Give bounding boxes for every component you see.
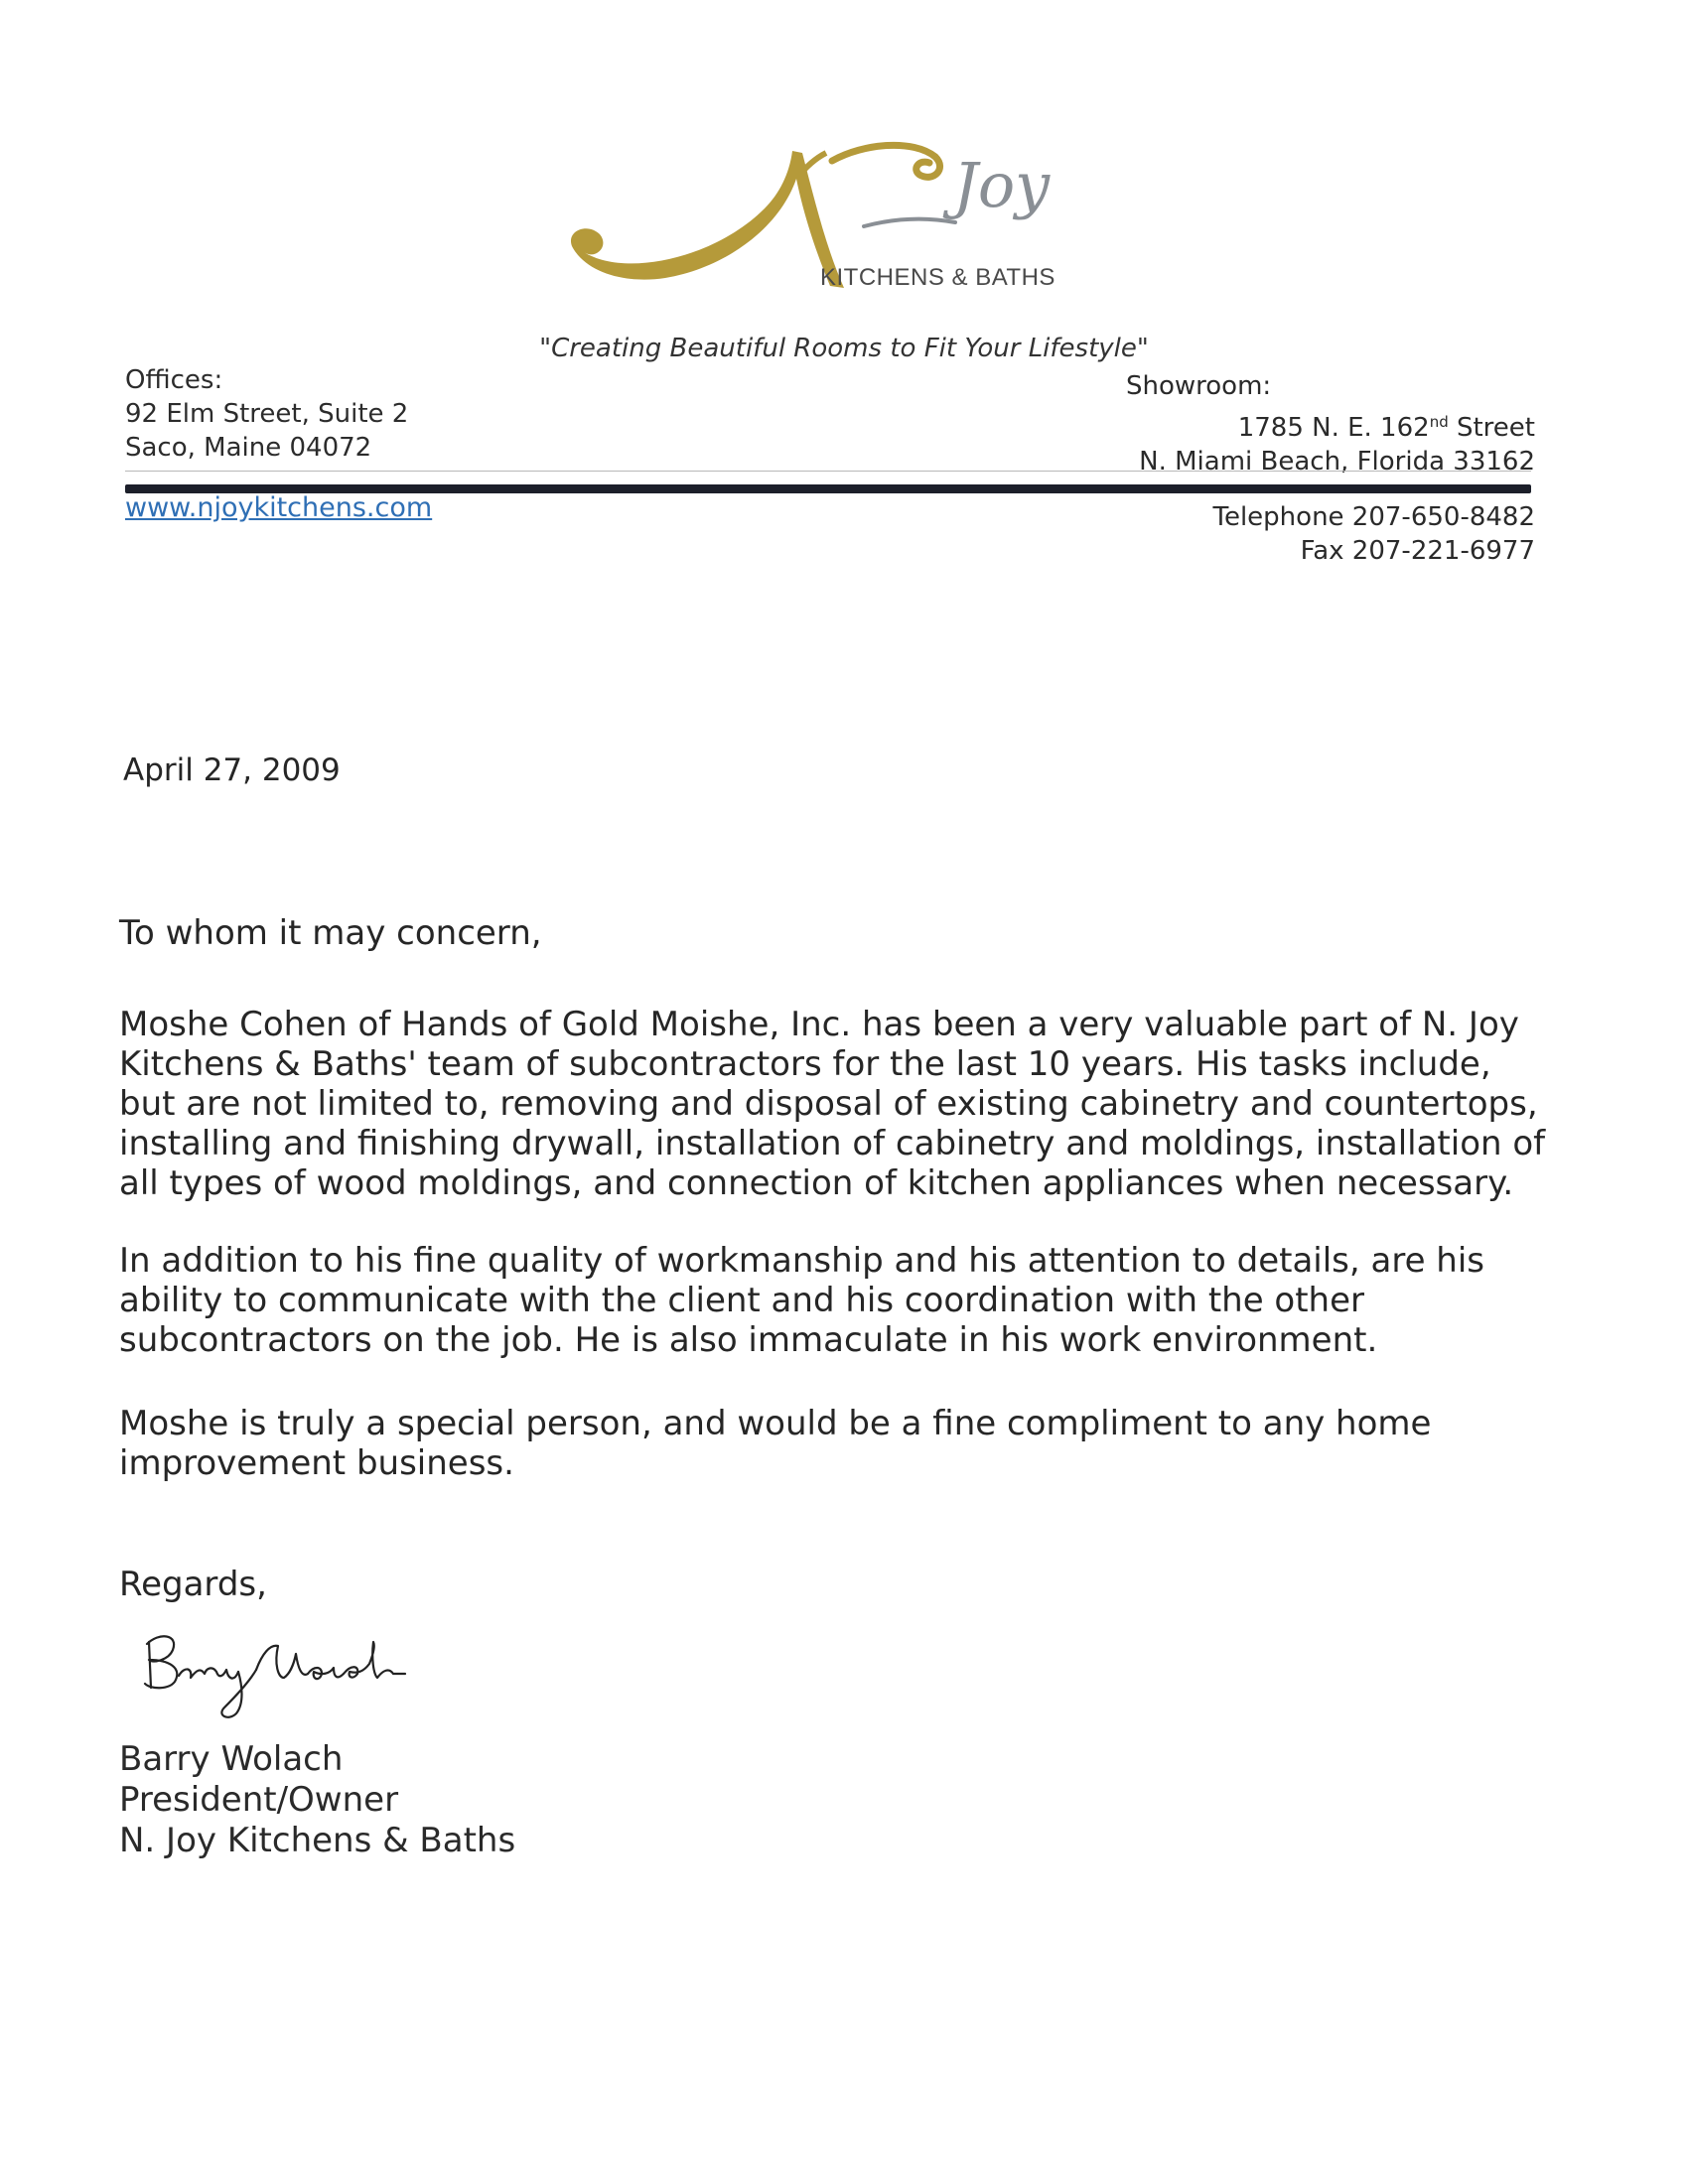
telephone: Telephone 207-650-8482: [1212, 502, 1535, 532]
signer-title: President/Owner: [119, 1780, 399, 1820]
showroom-label: Showroom:: [1126, 371, 1272, 401]
signer-company: N. Joy Kitchens & Baths: [119, 1821, 516, 1860]
signer-block: [119, 1739, 515, 1861]
handwritten-signature: [139, 1624, 457, 1733]
letter-closing: Regards,: [119, 1565, 267, 1604]
header-rule-thin: [125, 471, 1531, 472]
signer-name: Barry Wolach: [119, 1739, 344, 1779]
tagline: "Creating Beautiful Rooms to Fit Your Lifestyle": [539, 334, 1149, 363]
letter-date: April 27, 2009: [123, 752, 341, 788]
offices-label: Offices:: [125, 365, 223, 395]
showroom-address: [1139, 405, 1535, 478]
showroom-line2: N. Miami Beach, Florida 33162: [1139, 447, 1535, 477]
logo-subtitle: KITCHENS & BATHS: [820, 264, 1055, 291]
fax: Fax 207-221-6977: [1300, 536, 1535, 566]
offices-address: [125, 363, 408, 465]
offices-line1: 92 Elm Street, Suite 2: [125, 399, 409, 429]
logo-swirl: [832, 145, 940, 177]
letter-paragraph-2: In addition to his fine quality of workmanship and his attention to details, are his ability to communicate with the client and his coordination with the other subcontractors on the job. He is also immaculate in his work environment.: [119, 1241, 1485, 1360]
letter-paragraph-1: Moshe Cohen of Hands of Gold Moishe, Inc. has been a very valuable part of N. Joy Kitchens & Baths' team of subcontractors for the last 10 years. His tasks include, but are not limited to, removing and disposal of existing cabinetry and countertops, installing and finishing drywall, installation of cabinetry and moldings, installation of all types of wood moldings, and connection of kitchen appliances when necessary.: [119, 1005, 1546, 1203]
letter-greeting: To whom it may concern,: [119, 913, 542, 953]
showroom-line1: 1785 N. E. 162nd Street: [1237, 413, 1535, 443]
website-link[interactable]: www.njoykitchens.com: [125, 492, 433, 523]
letter-paragraph-3: Moshe is truly a special person, and would be a fine compliment to any home improvement business.: [119, 1404, 1432, 1483]
logo-script-text: Joy: [953, 149, 1051, 221]
offices-line2: Saco, Maine 04072: [125, 433, 372, 463]
contact-numbers: [1213, 500, 1536, 568]
